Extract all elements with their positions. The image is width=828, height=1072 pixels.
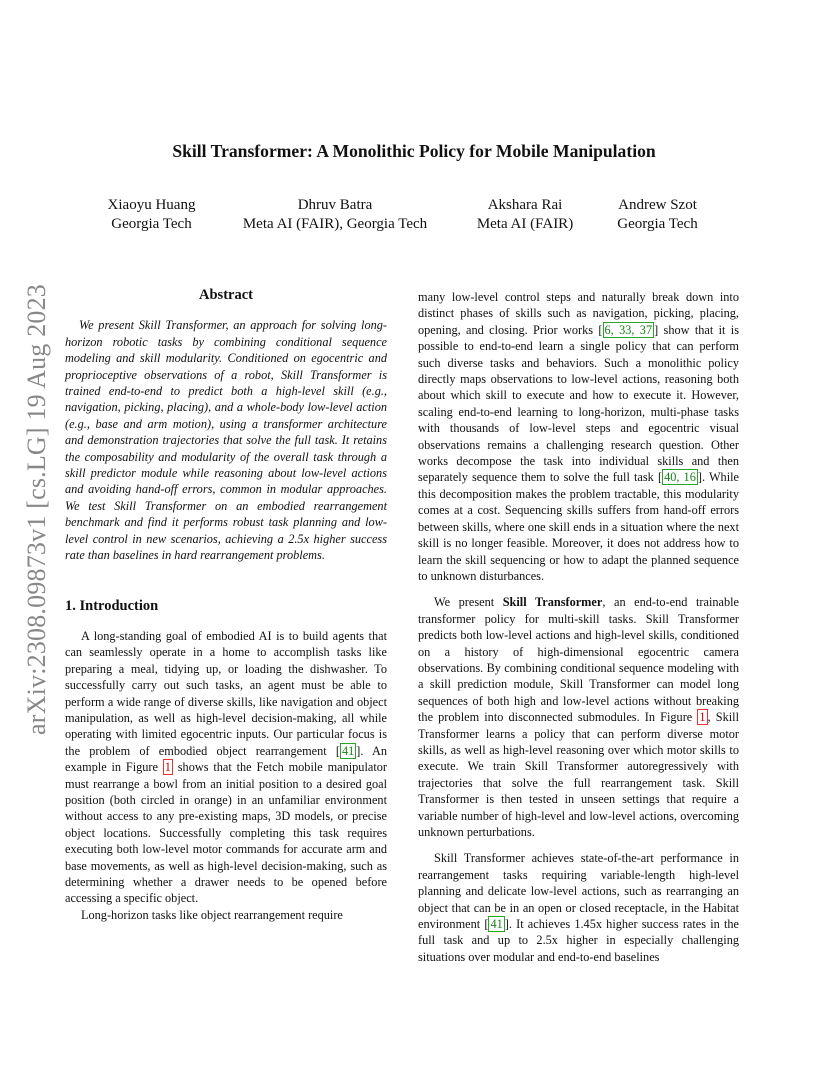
right-column [418,289,739,965]
text-run: , an end-to-end trainable transformer policy for multi-skill tasks. Skill Transformer predicts both low-level actions and high-level skills, conditioned on a history of high-dimensional egocentric camera observations. By combining conditional sequence modeling with a skill prediction module, Skill Transformer can model long sequences of both high and low-level actions without breaking the problem into disconnected submodules. In Figure [418,595,739,725]
text-run: . It achieves 1.45x higher success rates in the full task and up to 2.5x higher in especially challenging situations over modular and end-to-end baselines [418,917,739,964]
author-name: Xiaoyu Huang [107,197,196,213]
author-name: Dhruv Batra [297,197,373,213]
intro-paragraph: Skill Transformer achieves state-of-the-art performance in rearrangement tasks requiring variable-length high-level planning and delicate low-level actions, such as rearranging an object that can be in an open or closed receptacle, in the Habitat environment [ 41 ]. It achieves 1.45x higher success rates in the full task and up to 2.5x higher in especially challenging situations over modular and end-to-end baselines [418,851,739,964]
intro-paragraph-continued: many low-level control steps and naturally break down into distinct phases of skills such as navigation, picking, placing, opening, and closing. Prior works [ 6, 33, 37 ] show that it is possible to end-to-end learn a single policy that can perform such diverse tasks and behaviors. Such a monolithic policy directly maps observations to low-level actions, reasoning both about which skill to execute and how to execute it. However, scaling end-to-end learning to long-horizon, multi-phase tasks with thousands of low-level steps and egocentric visual observations remains a challenging research question. Other works decompose the task into individual skills and then separately sequence them to solve the full task [ 40, 16 ]. While this decomposition makes the problem tractable, this modularity comes at a cost. Sequencing skills suffers from hand-off errors between skills, where one skill ends in a situation where the next skill is no longer feasible. Moreover, it does not address how to learn the skill sequencing or how to adapt the planned sequence to unknown disturbances. [418,290,739,583]
text-run: many low-level control steps and naturally break down into distinct phases of skills such as navigation, picking, placing, opening, and closing. Prior works [418,290,739,337]
text-run: shows that the Fetch mobile manipulator must rearrange a bowl from an initial position to a desired goal position (both circled in orange) in an unfamiliar environment without access to any pre-existing maps, 3D models, or precise object locations. Successfully completing this task requires executing both low-level motor commands for accurate arm and base movements, as well as high-level decision-making, such as determining whether a drawer needs to be opened before accessing a specific object. [65,760,387,906]
author-block [234,196,436,234]
author-name: Andrew Szot [618,197,697,213]
citation-link[interactable]: 41 [490,917,503,932]
citation-link[interactable]: 40, 16 [664,470,696,485]
author-name: Akshara Rai [487,197,563,213]
author-block [470,196,580,234]
intro-paragraph: Long-horizon tasks like object rearrangement require [81,907,343,922]
abstract-heading: Abstract [199,287,253,303]
author-block [104,196,199,234]
text-run: show that it is possible to end-to-end learn a single policy that can perform such diverse tasks and behaviors. Such a monolithic policy directly maps observations to low-level actions, reasoning both about which skill to execute and how to execute it. However, scaling end-to-end learning to long-horizon, multi-phase tasks with thousands of low-level steps and egocentric visual observations remains a challenging research question. Other works decompose the task into individual skills and then separately sequence them to solve the full task [418,322,739,485]
author-block [610,196,705,234]
citation-link[interactable]: 6, 33, 37 [604,322,653,337]
author-affiliation: Meta AI (FAIR) [476,216,574,232]
figure-link[interactable]: 1 [699,710,706,725]
author-affiliation: Georgia Tech [617,216,698,232]
left-column [65,287,387,923]
intro-paragraph: A long-standing goal of embodied AI is to build agents that can seamlessly operate in a home to accomplish tasks like preparing a meal, tidying up, or loading the dishwasher. To successfully carry out such tasks, an agent must be able to perform a wide range of diverse skills, like navigation and object manipulation, as well as high-level decision-making, all while operating with limited egocentric inputs. Our particular focus is the problem of embodied object rearrangement [ 41 ]. An example in Figure 1 shows that the Fetch mobile manipulator must rearrange a bowl from an initial position to a desired goal position (both circled in orange) in an unfamiliar environment without access to any pre-existing maps, 3D models, or precise object locations. Successfully completing this task requires executing both low-level motor commands for accurate arm and base movements, as well as high-level decision-making, such as determining whether a drawer needs to be opened before accessing a specific object. [65,628,387,906]
method-name: Skill Transformer [502,595,603,610]
text-run: Skill Transformer achieves state-of-the-art performance in rearrangement tasks requiring variable-length high-level planning and delicate low-level actions, such as rearranging an object that can be in an open or closed receptacle, in the Habitat environment [418,851,739,932]
intro-paragraph [418,594,739,840]
text-run: We present [434,595,503,610]
abstract-text: We present Skill Transformer, an approach for solving long-horizon robotic tasks by combining conditional sequence modeling and skill modularity. Conditioned on egocentric and proprioceptive observations of a robot, Skill Transformer is trained end-to-end to predict both a high-level skill (e.g., navigation, picking, placing), and a whole-body low-level action (e.g., base and arm motion), using a transformer architecture and demonstration trajectories that solve the full task. It retains the composability and modularity of the overall task through a skill predictor module while reasoning about low-level actions and avoiding hand-off errors, common in modular approaches. We test Skill Transformer on an embodied rearrangement benchmark and find it performs robust task planning and low-level control in new scenarios, achieving a 2.5x higher success rate than baselines in hard rearrangement problems. [65,318,387,563]
citation-link[interactable]: 41 [341,743,355,758]
text-run: A long-standing goal of embodied AI is to build agents that can seamlessly operate in a home to accomplish tasks like preparing a meal, tidying up, or loading the dishwasher. To successfully carry out such tasks, an agent must be able to perform a wide range of diverse skills, like navigation and object manipulation, as well as high-level decision-making, all while operating with limited egocentric inputs. Our particular focus is the problem of embodied object rearrangement [65,628,387,758]
arxiv-identifier: arXiv:2308.09873v1 [cs.LG] 19 Aug 2023 [22,284,51,735]
text-run: . An example in Figure [65,743,387,775]
section-heading-introduction: 1. Introduction [65,597,159,614]
author-affiliation: Meta AI (FAIR), Georgia Tech [242,216,428,232]
text-run: . While this decomposition makes the problem tractable, this modularity comes at a cost. Sequencing skills suffers from hand-off errors between skills, where one skill ends in a situation where the next skill is no longer feasible. Moreover, it does not address how to learn the skill sequencing or how to adapt the planned sequence to unknown disturbances. [418,470,739,583]
text-run: , Skill Transformer learns a policy that can perform diverse motor skills, as well as high-level reasoning over which motor skills to execute. We train Skill Transformer autoregressively with trajectories that solve the full rearrangement task. Skill Transformer is then tested in unseen settings that require a variable number of high-level and low-level actions, overcoming unknown perturbations. [418,710,739,839]
author-list [0,196,828,240]
paper-title: Skill Transformer: A Monolithic Policy for Mobile Manipulation [172,141,656,161]
author-affiliation: Georgia Tech [111,216,192,232]
figure-link[interactable]: 1 [164,760,171,775]
